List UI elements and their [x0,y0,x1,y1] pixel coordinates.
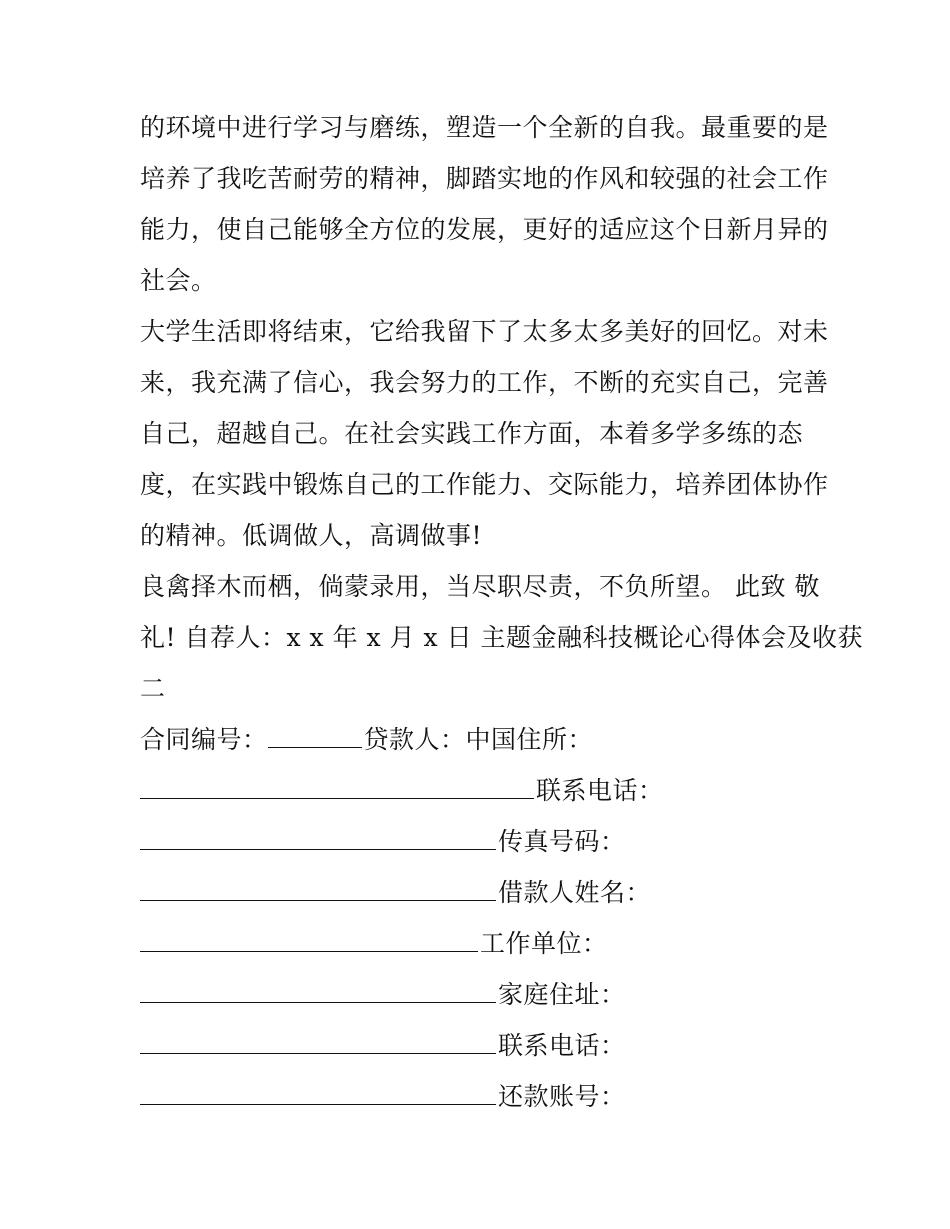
paragraph-line: 社会。 [140,266,217,295]
paragraph-line: 自己，超越自己。在社会实践工作方面，本着多学多练的态 [140,419,804,448]
paragraph-line: 的精神。低调做人，高调做事! [140,521,483,550]
field-label: 联系电话： [498,1031,626,1060]
paragraph-line: 度，在实践中锻炼自己的工作能力、交际能力，培养团体协作 [140,470,829,499]
field-label: 家庭住址： [498,980,626,1009]
form-field-line [140,1080,626,1114]
form-field-line [140,978,626,1012]
address-blank[interactable] [140,774,534,799]
form-field-line [140,927,608,961]
lender-label: 贷款人：中国住所： [363,725,594,754]
contact-phone-blank[interactable] [140,1080,496,1105]
contract-number-label: 合同编号： [140,725,268,754]
paragraph-line: 能力，使自己能够全方位的发展，更好的适应这个日新月异的 [140,215,829,244]
form-field-line [140,1029,626,1063]
contract-number-blank[interactable] [268,723,362,748]
paragraph-line: 的环境中进行学习与磨练，塑造一个全新的自我。最重要的是 [140,113,829,142]
form-field-line [140,825,626,859]
field-label: 联系电话： [536,776,664,805]
paragraph-line: 礼! 自荐人：x x 年 x 月 x 日 主题金融科技概论心得体会及收获 [140,623,864,652]
paragraph-line: 培养了我吃苦耐劳的精神，脚踏实地的作风和较强的社会工作 [140,164,829,193]
field-label: 借款人姓名： [498,878,652,907]
field-label: 传真号码： [498,827,626,856]
fax-blank[interactable] [140,876,496,901]
form-field-line [140,774,664,808]
contract-number-line [140,723,593,757]
field-label: 工作单位： [480,929,608,958]
phone-blank[interactable] [140,825,496,850]
home-address-blank[interactable] [140,1029,496,1054]
borrower-name-blank[interactable] [140,927,478,952]
paragraph-line: 大学生活即将结束，它给我留下了太多太多美好的回忆。对未 [140,317,829,346]
form-field-line [140,876,651,910]
field-label: 还款账号： [498,1082,626,1111]
work-unit-blank[interactable] [140,978,496,1003]
paragraph-line: 二 [140,674,166,703]
paragraph-line: 来，我充满了信心，我会努力的工作，不断的充实自己，完善 [140,368,829,397]
paragraph-line: 良禽择木而栖，倘蒙录用，当尽职尽责，不负所望。 此致 敬 [140,572,820,601]
